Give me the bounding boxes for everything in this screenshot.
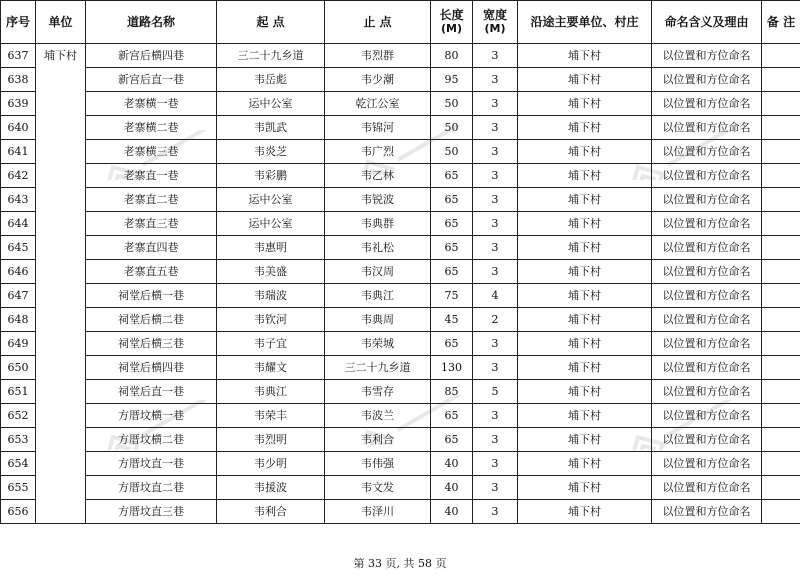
row-length: 95 <box>431 68 473 92</box>
row-length: 50 <box>431 92 473 116</box>
row-along: 埔下村 <box>518 116 652 140</box>
row-width: 3 <box>473 260 518 284</box>
row-meaning: 以位置和方位命名 <box>652 116 762 140</box>
header-length-unit: (M) <box>440 22 462 35</box>
row-meaning: 以位置和方位命名 <box>652 188 762 212</box>
row-length: 85 <box>431 380 473 404</box>
row-road-name: 方厝坟直一巷 <box>86 452 217 476</box>
row-along: 埔下村 <box>518 260 652 284</box>
row-start: 韦瑞波 <box>217 284 325 308</box>
row-end: 韦荣城 <box>325 332 431 356</box>
table-row <box>1 92 800 116</box>
row-meaning: 以位置和方位命名 <box>652 500 762 524</box>
row-width: 3 <box>473 476 518 500</box>
table-row <box>1 404 800 428</box>
row-meaning: 以位置和方位命名 <box>652 332 762 356</box>
row-road-name: 老寨横一巷 <box>86 92 217 116</box>
row-road-name: 祠堂后横二巷 <box>86 308 217 332</box>
row-length: 65 <box>431 188 473 212</box>
row-end: 三二十九乡道 <box>325 356 431 380</box>
row-end: 韦乙林 <box>325 164 431 188</box>
row-index: 640 <box>1 116 36 140</box>
row-meaning: 以位置和方位命名 <box>652 380 762 404</box>
row-remarks <box>762 116 800 140</box>
row-end: 韦典周 <box>325 308 431 332</box>
row-road-name: 老寨直二巷 <box>86 188 217 212</box>
row-along: 埔下村 <box>518 500 652 524</box>
row-road-name: 方厝坟直三巷 <box>86 500 217 524</box>
row-along: 埔下村 <box>518 428 652 452</box>
row-meaning: 以位置和方位命名 <box>652 404 762 428</box>
row-start: 运中公室 <box>217 92 325 116</box>
row-along: 埔下村 <box>518 164 652 188</box>
table-header-row <box>1 1 800 44</box>
row-length: 80 <box>431 44 473 68</box>
row-road-name: 祠堂后横四巷 <box>86 356 217 380</box>
row-index: 648 <box>1 308 36 332</box>
row-road-name: 方厝坟直二巷 <box>86 476 217 500</box>
row-length: 40 <box>431 452 473 476</box>
row-end: 韦利合 <box>325 428 431 452</box>
table-row <box>1 308 800 332</box>
row-length: 65 <box>431 428 473 452</box>
row-length: 40 <box>431 500 473 524</box>
row-start: 韦凯武 <box>217 116 325 140</box>
row-remarks <box>762 188 800 212</box>
row-index: 653 <box>1 428 36 452</box>
row-along: 埔下村 <box>518 68 652 92</box>
row-start: 韦美盛 <box>217 260 325 284</box>
row-meaning: 以位置和方位命名 <box>652 44 762 68</box>
row-along: 埔下村 <box>518 356 652 380</box>
row-index: 638 <box>1 68 36 92</box>
table-row <box>1 500 800 524</box>
row-remarks <box>762 44 800 68</box>
header-start: 起 点 <box>217 1 325 44</box>
row-end: 韦烈群 <box>325 44 431 68</box>
row-end: 韦泽川 <box>325 500 431 524</box>
header-meaning: 命名含义及理由 <box>652 1 762 44</box>
row-index: 655 <box>1 476 36 500</box>
row-along: 埔下村 <box>518 188 652 212</box>
row-length: 130 <box>431 356 473 380</box>
row-remarks <box>762 428 800 452</box>
header-length <box>431 1 473 44</box>
table-body <box>1 44 800 524</box>
row-road-name: 老寨直一巷 <box>86 164 217 188</box>
row-length: 65 <box>431 236 473 260</box>
row-width: 3 <box>473 356 518 380</box>
row-width: 3 <box>473 452 518 476</box>
row-road-name: 老寨横二巷 <box>86 116 217 140</box>
row-start: 韦钦河 <box>217 308 325 332</box>
row-road-name: 方厝坟横一巷 <box>86 404 217 428</box>
row-end: 韦广烈 <box>325 140 431 164</box>
row-index: 637 <box>1 44 36 68</box>
row-width: 4 <box>473 284 518 308</box>
row-start: 韦典江 <box>217 380 325 404</box>
row-width: 3 <box>473 44 518 68</box>
row-along: 埔下村 <box>518 380 652 404</box>
header-unit: 单位 <box>36 1 86 44</box>
row-end: 乾江公室 <box>325 92 431 116</box>
row-start: 韦惠明 <box>217 236 325 260</box>
row-length: 50 <box>431 140 473 164</box>
row-width: 3 <box>473 332 518 356</box>
row-end: 韦典江 <box>325 284 431 308</box>
row-width: 3 <box>473 188 518 212</box>
row-meaning: 以位置和方位命名 <box>652 452 762 476</box>
header-width-label: 宽度 <box>482 8 507 22</box>
row-road-name: 老寨横三巷 <box>86 140 217 164</box>
row-meaning: 以位置和方位命名 <box>652 284 762 308</box>
row-length: 65 <box>431 164 473 188</box>
row-end: 韦伟强 <box>325 452 431 476</box>
row-width: 3 <box>473 428 518 452</box>
row-end: 韦典群 <box>325 212 431 236</box>
row-width: 3 <box>473 500 518 524</box>
row-width: 3 <box>473 236 518 260</box>
row-index: 656 <box>1 500 36 524</box>
header-index: 序号 <box>1 1 36 44</box>
table-row <box>1 140 800 164</box>
row-index: 646 <box>1 260 36 284</box>
row-meaning: 以位置和方位命名 <box>652 236 762 260</box>
row-remarks <box>762 332 800 356</box>
row-start: 韦荣丰 <box>217 404 325 428</box>
row-width: 2 <box>473 308 518 332</box>
row-end: 韦少潮 <box>325 68 431 92</box>
row-along: 埔下村 <box>518 476 652 500</box>
row-road-name: 方厝坟横二巷 <box>86 428 217 452</box>
row-along: 埔下村 <box>518 452 652 476</box>
row-end: 韦锦河 <box>325 116 431 140</box>
table-row <box>1 476 800 500</box>
row-remarks <box>762 476 800 500</box>
row-along: 埔下村 <box>518 212 652 236</box>
table-row <box>1 44 800 68</box>
page-footer: 第 33 页, 共 58 页 <box>353 557 447 570</box>
row-start: 韦耀文 <box>217 356 325 380</box>
row-along: 埔下村 <box>518 140 652 164</box>
row-index: 645 <box>1 236 36 260</box>
row-road-name: 新宫后横四巷 <box>86 44 217 68</box>
row-meaning: 以位置和方位命名 <box>652 356 762 380</box>
row-index: 649 <box>1 332 36 356</box>
row-road-name: 祠堂后横三巷 <box>86 332 217 356</box>
row-along: 埔下村 <box>518 236 652 260</box>
row-index: 644 <box>1 212 36 236</box>
row-index: 651 <box>1 380 36 404</box>
row-road-name: 老寨直三巷 <box>86 212 217 236</box>
row-index: 647 <box>1 284 36 308</box>
row-unit: 埔下村 <box>36 44 86 524</box>
row-start: 韦子宜 <box>217 332 325 356</box>
row-road-name: 老寨直五巷 <box>86 260 217 284</box>
row-index: 639 <box>1 92 36 116</box>
row-start: 韦彩鹏 <box>217 164 325 188</box>
row-remarks <box>762 380 800 404</box>
header-width <box>473 1 518 44</box>
row-start: 韦岳彪 <box>217 68 325 92</box>
row-meaning: 以位置和方位命名 <box>652 476 762 500</box>
row-remarks <box>762 284 800 308</box>
table-row <box>1 452 800 476</box>
row-start: 韦利合 <box>217 500 325 524</box>
row-remarks <box>762 404 800 428</box>
table-row <box>1 332 800 356</box>
row-remarks <box>762 212 800 236</box>
row-meaning: 以位置和方位命名 <box>652 428 762 452</box>
row-remarks <box>762 140 800 164</box>
row-meaning: 以位置和方位命名 <box>652 308 762 332</box>
row-start: 运中公室 <box>217 188 325 212</box>
row-remarks <box>762 500 800 524</box>
row-remarks <box>762 308 800 332</box>
row-end: 韦汉周 <box>325 260 431 284</box>
row-end: 韦文发 <box>325 476 431 500</box>
row-remarks <box>762 260 800 284</box>
row-start: 运中公室 <box>217 212 325 236</box>
row-width: 3 <box>473 92 518 116</box>
row-road-name: 祠堂后横一巷 <box>86 284 217 308</box>
row-along: 埔下村 <box>518 332 652 356</box>
header-end: 止 点 <box>325 1 431 44</box>
table-row <box>1 260 800 284</box>
table-row <box>1 116 800 140</box>
row-index: 654 <box>1 452 36 476</box>
table-row <box>1 188 800 212</box>
row-length: 50 <box>431 116 473 140</box>
header-length-label: 长度 <box>439 8 464 22</box>
table-row <box>1 380 800 404</box>
row-width: 3 <box>473 116 518 140</box>
row-index: 643 <box>1 188 36 212</box>
row-end: 韦雪存 <box>325 380 431 404</box>
row-start: 韦炎芝 <box>217 140 325 164</box>
row-length: 40 <box>431 476 473 500</box>
row-index: 650 <box>1 356 36 380</box>
table-row <box>1 284 800 308</box>
table-row <box>1 68 800 92</box>
row-index: 641 <box>1 140 36 164</box>
row-width: 3 <box>473 68 518 92</box>
table-row <box>1 236 800 260</box>
row-start: 韦少明 <box>217 452 325 476</box>
header-road-name: 道路名称 <box>86 1 217 44</box>
row-length: 45 <box>431 308 473 332</box>
header-along: 沿途主要单位、村庄 <box>518 1 652 44</box>
row-road-name: 新宫后直一巷 <box>86 68 217 92</box>
row-width: 3 <box>473 164 518 188</box>
row-start: 韦援波 <box>217 476 325 500</box>
row-remarks <box>762 236 800 260</box>
row-end: 韦礼松 <box>325 236 431 260</box>
row-width: 3 <box>473 212 518 236</box>
row-length: 65 <box>431 212 473 236</box>
row-along: 埔下村 <box>518 92 652 116</box>
row-width: 3 <box>473 140 518 164</box>
table-row <box>1 164 800 188</box>
row-remarks <box>762 68 800 92</box>
row-road-name: 祠堂后直一巷 <box>86 380 217 404</box>
row-road-name: 老寨直四巷 <box>86 236 217 260</box>
row-index: 652 <box>1 404 36 428</box>
row-length: 65 <box>431 332 473 356</box>
row-start: 三二十九乡道 <box>217 44 325 68</box>
row-along: 埔下村 <box>518 284 652 308</box>
row-length: 75 <box>431 284 473 308</box>
row-meaning: 以位置和方位命名 <box>652 212 762 236</box>
row-start: 韦烈明 <box>217 428 325 452</box>
row-remarks <box>762 164 800 188</box>
row-along: 埔下村 <box>518 404 652 428</box>
row-along: 埔下村 <box>518 44 652 68</box>
row-meaning: 以位置和方位命名 <box>652 140 762 164</box>
row-remarks <box>762 356 800 380</box>
row-end: 韦锐波 <box>325 188 431 212</box>
table-row <box>1 212 800 236</box>
row-meaning: 以位置和方位命名 <box>652 164 762 188</box>
row-end: 韦波兰 <box>325 404 431 428</box>
table-row <box>1 356 800 380</box>
row-length: 65 <box>431 260 473 284</box>
row-meaning: 以位置和方位命名 <box>652 92 762 116</box>
row-remarks <box>762 452 800 476</box>
row-meaning: 以位置和方位命名 <box>652 260 762 284</box>
row-meaning: 以位置和方位命名 <box>652 68 762 92</box>
row-index: 642 <box>1 164 36 188</box>
table-row <box>1 428 800 452</box>
row-length: 65 <box>431 404 473 428</box>
row-width: 3 <box>473 404 518 428</box>
header-remarks: 备 注 <box>762 1 800 44</box>
row-width: 5 <box>473 380 518 404</box>
row-along: 埔下村 <box>518 308 652 332</box>
row-remarks <box>762 92 800 116</box>
header-width-unit: (M) <box>484 22 506 35</box>
